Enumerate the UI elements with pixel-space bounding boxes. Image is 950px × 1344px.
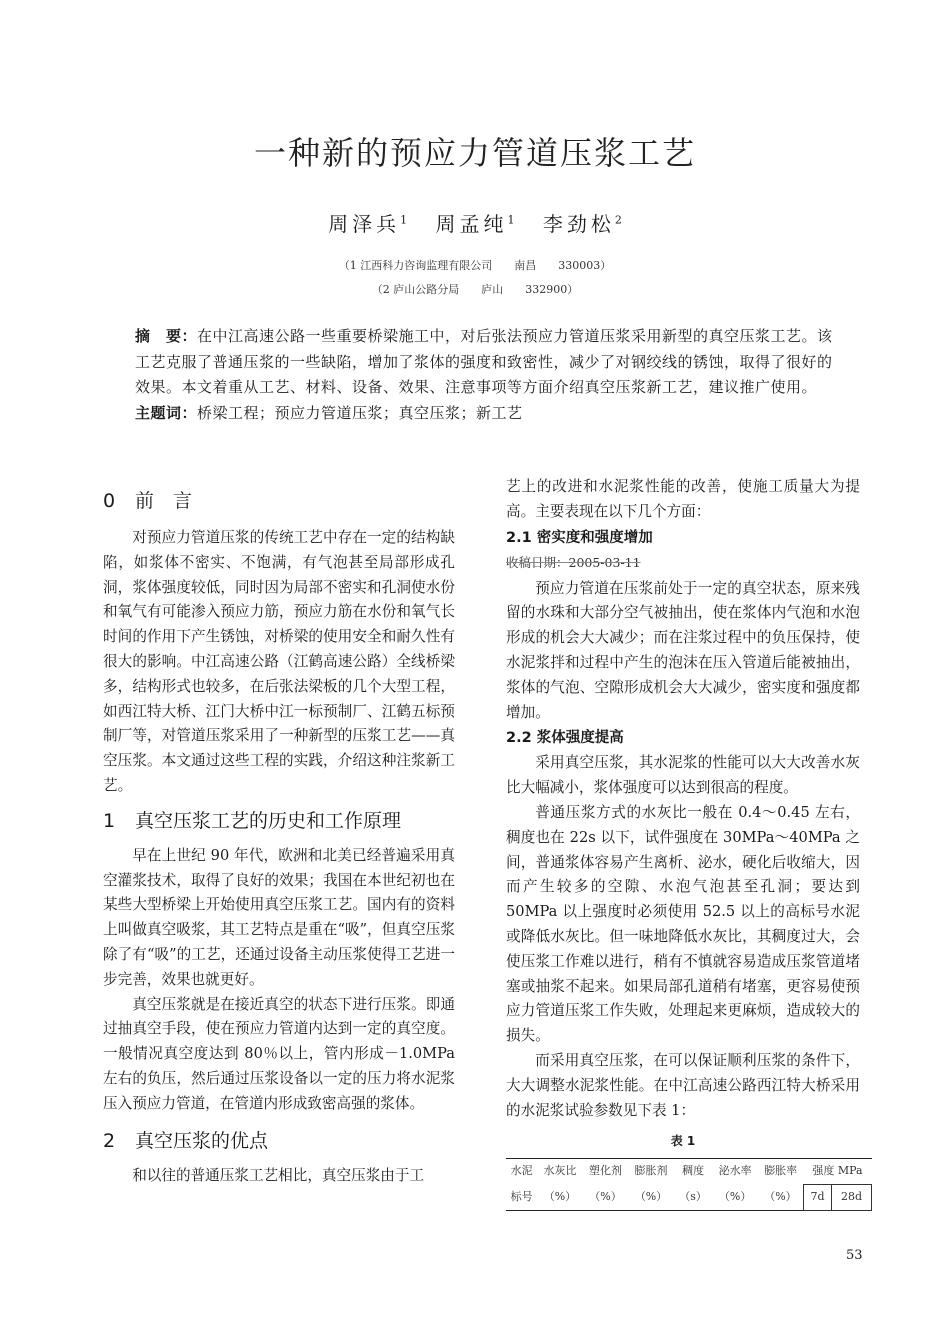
table-caption: 表 1 (670, 1134, 696, 1149)
table-cell: 稠度 (682, 1164, 705, 1178)
keywords-text: 桥梁工程；预应力管道压浆；真空压浆；新工艺 (197, 403, 523, 422)
keywords-paragraph (135, 401, 835, 427)
paper-title: 一种新的预应力管道压浆工艺 (253, 134, 696, 172)
table-cell: （%） (589, 1189, 622, 1203)
section-2-heading (103, 1126, 455, 1156)
author-affiliation-mark: 1 (400, 213, 408, 227)
right-column (506, 475, 863, 1211)
left-column (103, 486, 455, 1188)
parameters-table (506, 1158, 872, 1211)
subsection-2-2-paragraph-1: 采用真空压浆，其水泥浆的性能可以大大改善水灰比大幅减小，浆体强度可以达到很高的程度。 (506, 754, 860, 797)
subsection-2-2-paragraph-2: 普通压浆方式的水灰比一般在 0.4～0.45 左右，稠度也在 22s 以下，试件强度在 30MPa～40MPa 之间，普通浆体容易产生离析、泌水，硬化后收缩大，因而产生较多的空隙、水泡气泡甚至孔洞；要达到 50MPa 以上强度时必须使用 52.5 以上的高标号水泥或降低水灰比。但一味地降低水灰比，其稠度过大，会使压浆工作难以进行，稍有不慎就容易造成压浆管道堵塞或抽浆不起来。如果局部孔道稍有堵塞，更容易使预应力管道压浆工作失败，处理起来更麻烦，造成较大的损失。 (506, 803, 860, 1045)
table-cell: 水泥 (510, 1164, 533, 1178)
section-number: 0 (103, 490, 116, 512)
page-number: 53 (846, 1248, 863, 1263)
section-number: 2 (103, 1129, 116, 1152)
author-affiliation-mark: 1 (507, 213, 515, 227)
subsection-2-1-paragraph: 预应力管道在压浆前处于一定的真空状态，原来残留的水珠和大部分空气被抽出，使在浆体内气泡和水泡形成的机会大大减少；而在注浆过程中的负压保持，使水泥浆拌和过程中产生的泡沫在压入管道后能被抽出，浆体的气泡、空隙形成机会大大减少，密实度和强度都增加。 (506, 579, 860, 721)
section-1-paragraph-1: 早在上世纪 90 年代，欧洲和北美已经普遍采用真空灌浆技术，取得了良好的效果；我国在本世纪初也在某些大型桥梁上开始使用真空压浆工艺。国内有的资料上叫做真空吸浆，其工艺特点是重在“吸”，但真空压浆除了有“吸”的工艺，还通过设备主动压浆使得工艺进一步完善，效果也就更好。 (103, 846, 455, 988)
table-row (506, 1184, 872, 1210)
section-title: 真空压浆工艺的历史和工作原理 (135, 809, 402, 832)
section-2-paragraph-1-continued: 艺上的改进和水泥浆性能的改善，使施工质量大为提高。主要表现在以下几个方面： (506, 478, 860, 520)
abstract-block (135, 324, 835, 426)
affiliation-1: （1 江西科力咨询监理有限公司 南昌 330003） (338, 259, 612, 272)
subsection-2-1-heading: 2.1 密实度和强度增加 (506, 529, 653, 546)
table-cell: 标号 (510, 1189, 533, 1203)
table-cell: 膨胀率 (764, 1164, 798, 1178)
table-cell: 28d (832, 1184, 872, 1210)
section-1-paragraph-2: 真空压浆就是在接近真空的状态下进行压浆。即通过抽真空手段，使在预应力管道内达到一定的真空度。一般情况真空度达到 80％以上，管内形成－1.0MPa 左右的负压，然后通过压浆设备以一定的压力将水泥浆压入预应力管道，在管道内形成致密高强的浆体。 (103, 995, 455, 1112)
section-2-paragraph-1: 和以往的普通压浆工艺相比，真空压浆由于工 (132, 1166, 425, 1184)
table-cell: （%） (718, 1189, 752, 1203)
abstract-paragraph (135, 324, 835, 401)
author-line (0, 208, 950, 237)
table-cell: （s） (679, 1189, 707, 1203)
author-name: 周孟纯 (435, 212, 508, 236)
table-cell: 塑化剂 (589, 1164, 623, 1178)
subsection-2-2-paragraph-3: 而采用真空压浆，在可以保证顺利压浆的条件下，大大调整水泥浆性能。在中江高速公路西江特大桥采用的水泥浆试验参数见下表 1： (506, 1051, 860, 1119)
received-date: 收稿日期：2005-03-11 (506, 554, 641, 570)
author-name: 李劲松 (542, 212, 615, 236)
section-title: 真空压浆的优点 (135, 1129, 269, 1152)
affiliation-2: （2 庐山公路分局 庐山 332900） (371, 283, 579, 296)
section-1-heading (103, 806, 455, 836)
table-cell: （%） (634, 1189, 668, 1203)
keywords-label: 主题词： (135, 403, 198, 422)
section-0-heading (103, 486, 455, 516)
section-0-paragraph-1: 对预应力管道压浆的传统工艺中存在一定的结构缺陷，如浆体不密实、不饱满，有气泡甚至局部形成孔洞，浆体强度较低，同时因为局部不密实和孔洞使水份和氧气有可能渗入预应力筋，预应力筋在水份和氧气长时间的作用下产生锈蚀，对桥梁的使用安全和耐久性有很大的影响。中江高速公路（江鹤高速公路）全线桥梁多，结构形式也较多，在后张法梁板的几个大型工程，如西江特大桥、江门大桥中江一标预制厂、江鹤五标预制厂等，对管道压浆采用了一种新型的压浆工艺——真空压浆。本文通过这些工程的实践，介绍这种注浆新工艺。 (103, 529, 455, 794)
author-name: 周泽兵 (328, 212, 401, 236)
subsection-2-2-heading: 2.2 浆体强度提高 (506, 730, 624, 747)
author-affiliation-mark: 2 (614, 213, 622, 227)
section-title: 前 言 (135, 490, 193, 512)
table-cell: 膨胀剂 (634, 1164, 668, 1178)
abstract-label: 摘 要： (135, 327, 198, 345)
table-cell: 泌水率 (718, 1164, 752, 1178)
table-cell: （%） (543, 1189, 577, 1203)
table-cell: 7d (803, 1184, 831, 1210)
table-row (506, 1159, 872, 1185)
table-cell: 水灰比 (543, 1164, 577, 1178)
section-number: 1 (103, 809, 116, 832)
table-cell: 强度 MPa (812, 1164, 863, 1178)
table-cell: （%） (764, 1189, 797, 1203)
abstract-text: 在中江高速公路一些重要桥梁施工中，对后张法预应力管道压浆采用新型的真空压浆工艺。该工艺克服了普通压浆的一些缺陷，增加了浆体的强度和致密性，减少了对钢绞线的锈蚀，取得了很好的效果。本文着重从工艺、材料、设备、效果、注意事项等方面介绍真空压浆新工艺，建议推广使用。 (135, 327, 833, 396)
